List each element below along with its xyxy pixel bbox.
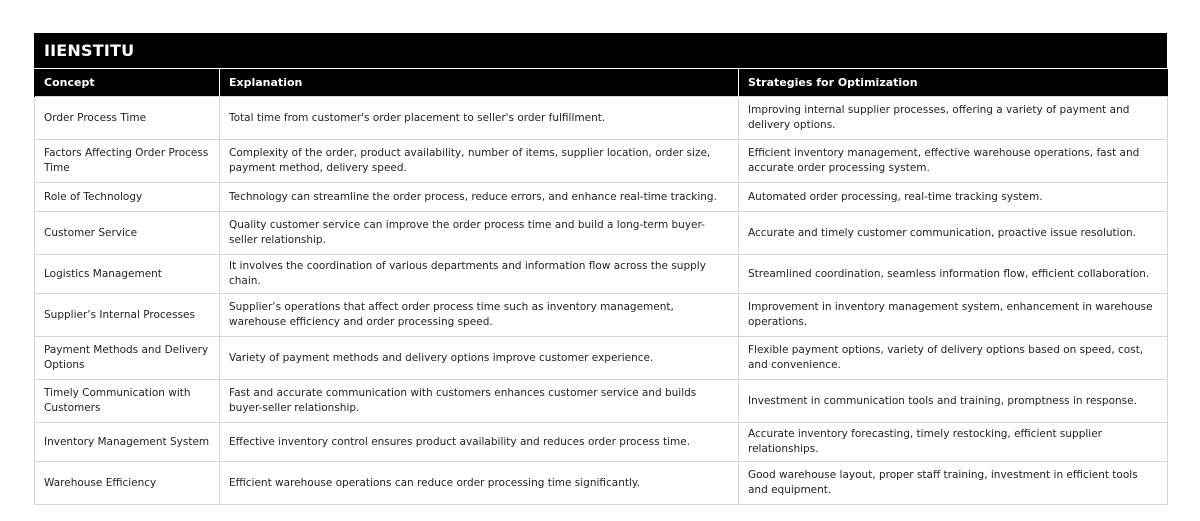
header-explanation: Explanation [220,69,739,97]
cell-explanation: Complexity of the order, product availability, number of items, supplier location, order size, payment method, delivery speed. [220,140,739,183]
cell-strategy: Improvement in inventory management system, enhancement in warehouse operations. [739,294,1168,337]
cell-concept: Payment Methods and Delivery Options [35,337,220,380]
cell-concept: Timely Communication with Customers [35,380,220,423]
header-strategies: Strategies for Optimization [739,69,1168,97]
cell-strategy: Efficient inventory management, effective warehouse operations, fast and accurate order processing system. [739,140,1168,183]
cell-concept: Factors Affecting Order Process Time [35,140,220,183]
cell-concept: Warehouse Efficiency [35,462,220,505]
cell-strategy: Improving internal supplier processes, offering a variety of payment and delivery options. [739,97,1168,140]
cell-strategy: Streamlined coordination, seamless information flow, efficient collaboration. [739,255,1168,294]
cell-strategy: Investment in communication tools and training, promptness in response. [739,380,1168,423]
cell-explanation: Total time from customer's order placement to seller's order fulfillment. [220,97,739,140]
table-row [35,212,1168,255]
cell-concept: Logistics Management [35,255,220,294]
cell-concept: Customer Service [35,212,220,255]
header-row [35,69,1168,97]
cell-explanation: Supplier’s operations that affect order process time such as inventory management, warehouse efficiency and order processing speed. [220,294,739,337]
cell-explanation: Technology can streamline the order process, reduce errors, and enhance real-time tracking. [220,183,739,212]
table-row [35,462,1168,505]
cell-explanation: Variety of payment methods and delivery options improve customer experience. [220,337,739,380]
content-table-wrapper [34,33,1167,505]
cell-concept: Supplier’s Internal Processes [35,294,220,337]
cell-strategy: Accurate inventory forecasting, timely restocking, efficient supplier relationships. [739,423,1168,462]
cell-explanation: Effective inventory control ensures product availability and reduces order process time. [220,423,739,462]
cell-concept: Order Process Time [35,97,220,140]
cell-strategy: Good warehouse layout, proper staff training, investment in efficient tools and equipment. [739,462,1168,505]
table-row [35,337,1168,380]
table-row [35,294,1168,337]
header-concept: Concept [35,69,220,97]
cell-concept: Inventory Management System [35,423,220,462]
cell-strategy: Accurate and timely customer communication, proactive issue resolution. [739,212,1168,255]
cell-strategy: Flexible payment options, variety of delivery options based on speed, cost, and convenience. [739,337,1168,380]
table-row [35,380,1168,423]
cell-explanation: Fast and accurate communication with customers enhances customer service and builds buyer-seller relationship. [220,380,739,423]
table-row [35,183,1168,212]
table-row [35,255,1168,294]
cell-strategy: Automated order processing, real-time tracking system. [739,183,1168,212]
table-row [35,97,1168,140]
table-title: IIENSTITU [34,33,1167,68]
cell-concept: Role of Technology [35,183,220,212]
table-row [35,140,1168,183]
cell-explanation: Efficient warehouse operations can reduce order processing time significantly. [220,462,739,505]
concepts-table [34,68,1168,505]
cell-explanation: It involves the coordination of various departments and information flow across the supply chain. [220,255,739,294]
cell-explanation: Quality customer service can improve the order process time and build a long-term buyer-seller relationship. [220,212,739,255]
table-row [35,423,1168,462]
